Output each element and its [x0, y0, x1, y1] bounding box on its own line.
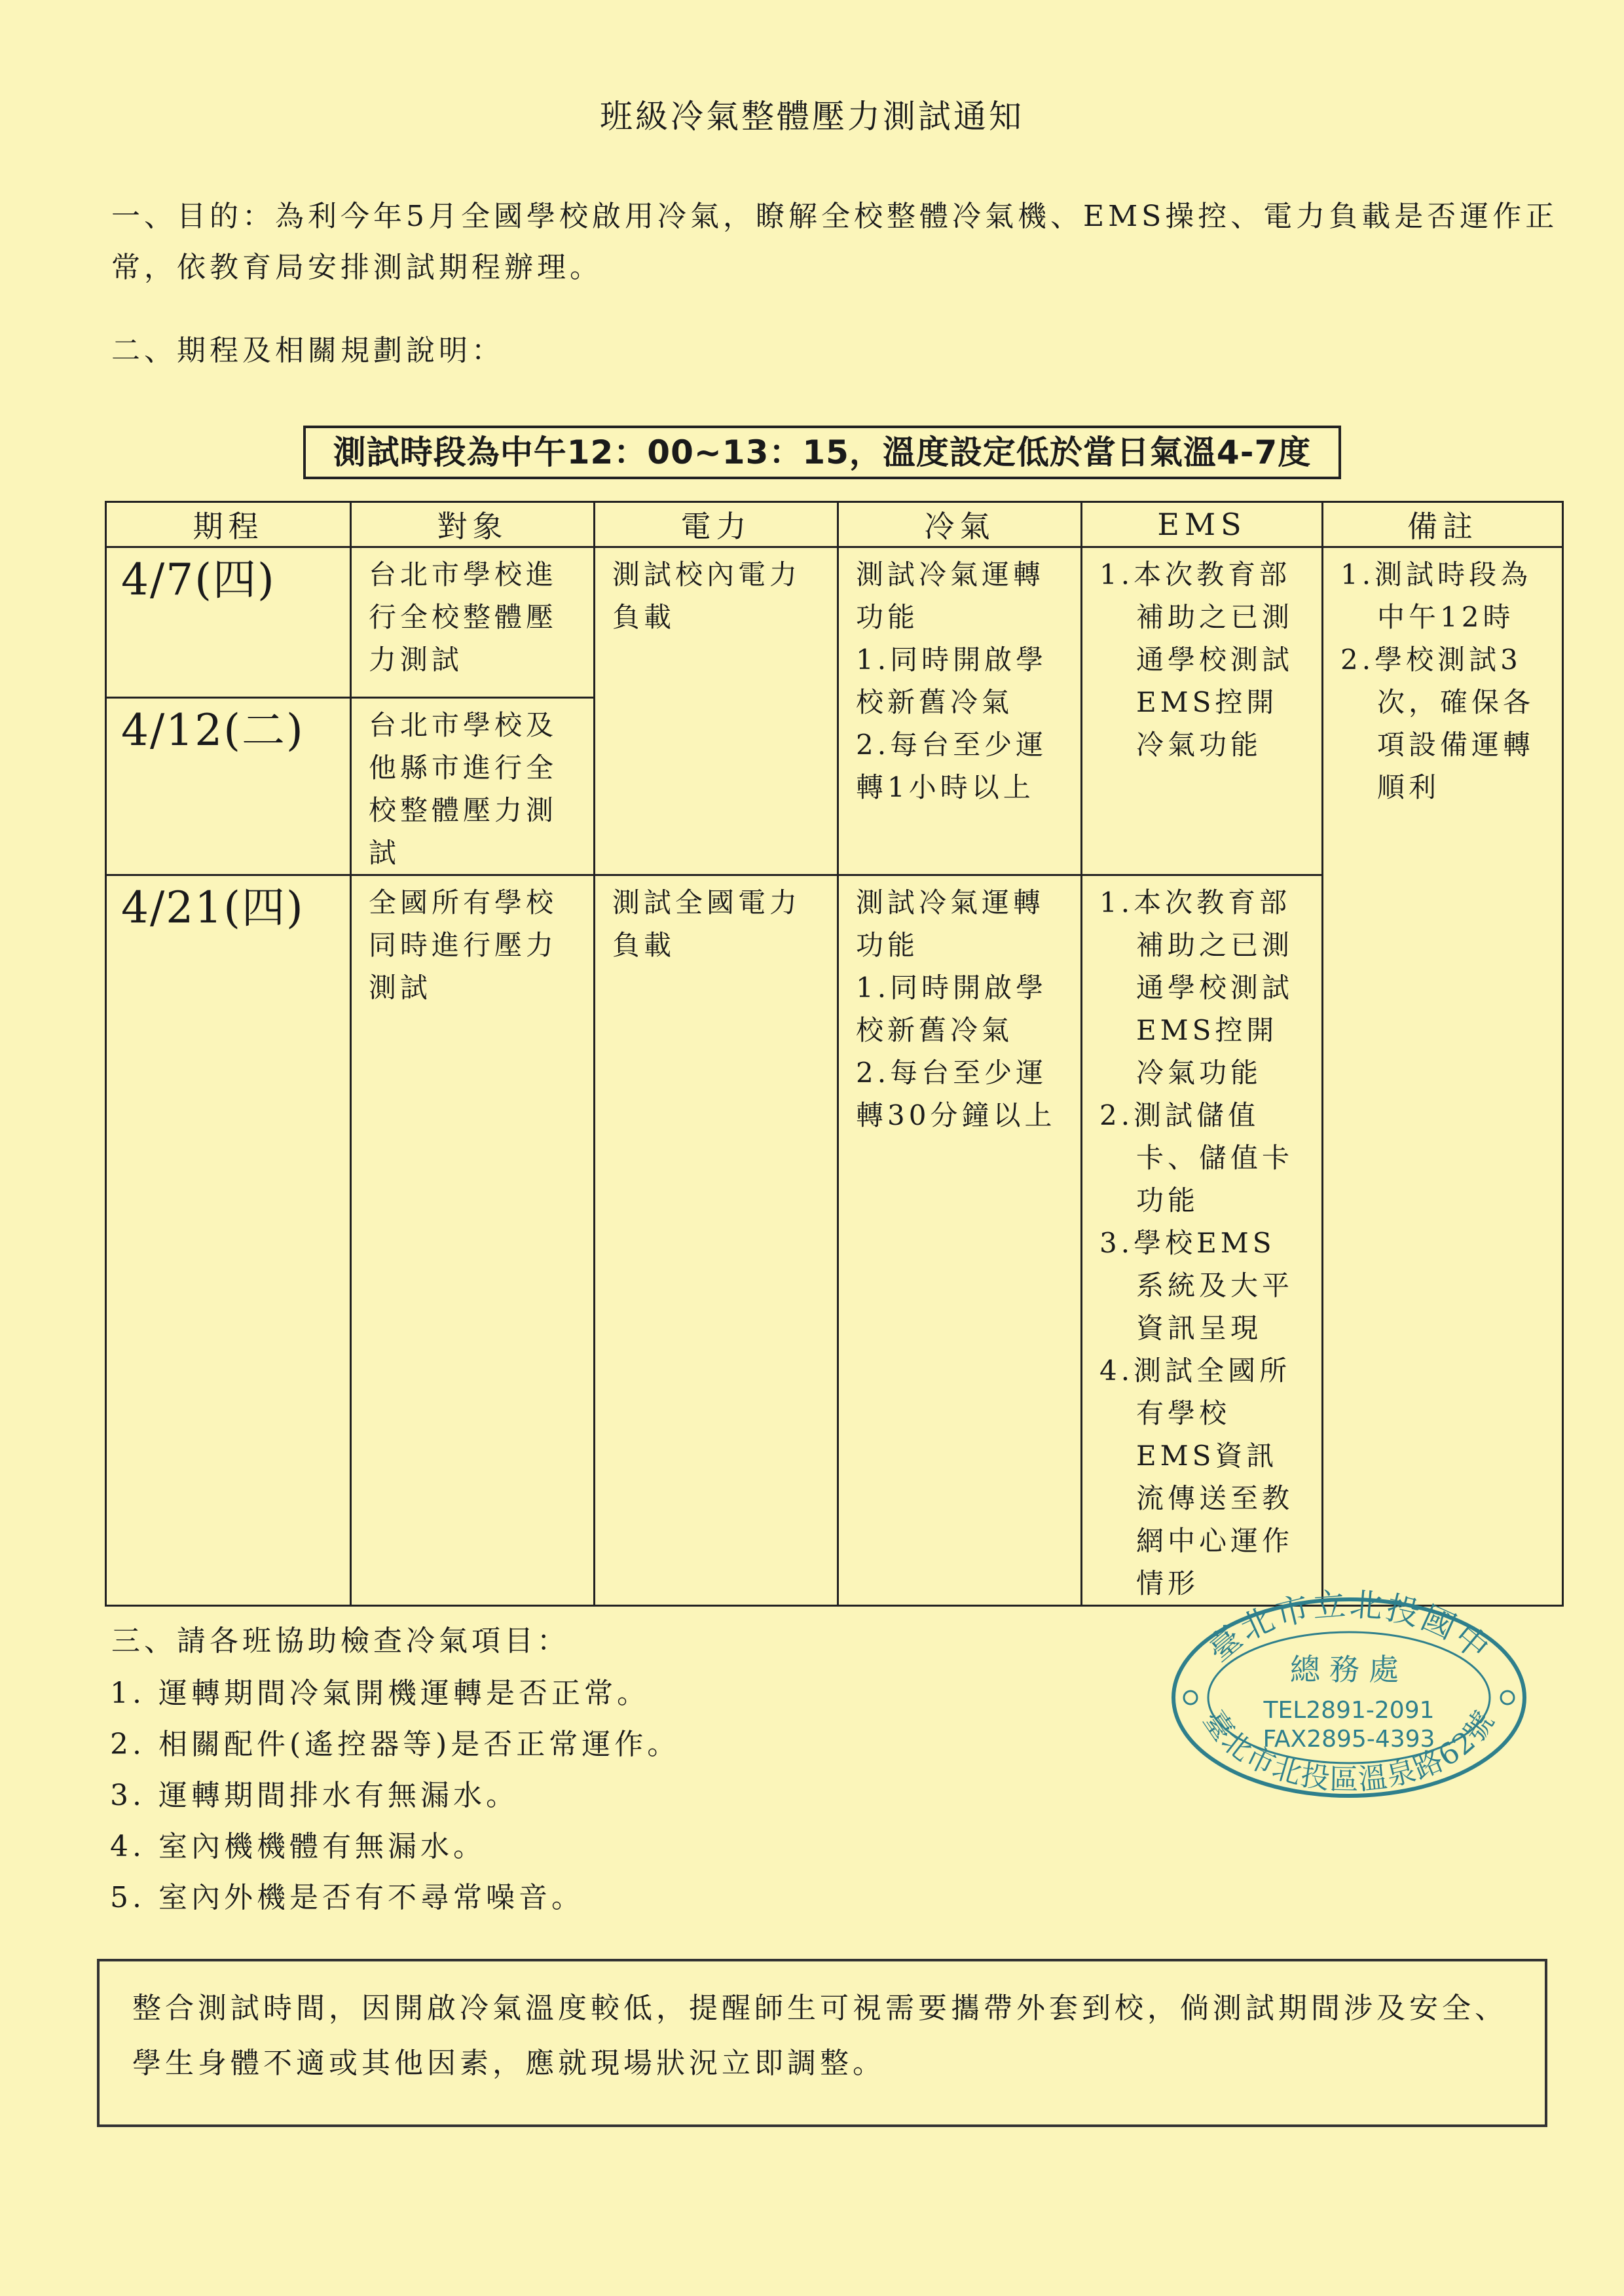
stamp-center-text: 總務處 [1290, 1652, 1408, 1687]
list-item: 1. 運轉期間冷氣開機運轉是否正常。 [110, 1677, 650, 1710]
row1-ac-item: 2.每台至少運轉1小時以上 [856, 729, 1048, 803]
row2-target: 台北市學校及他縣市進行全校整體壓力測試 [369, 709, 558, 869]
row3-ems-item: 4.測試全國所有學校EMS資訊流傳送至教網中心運作情形 [1099, 1355, 1294, 1599]
list-item: 4. 室內機機體有無漏水。 [110, 1830, 486, 1863]
table-header-row [106, 502, 1563, 547]
office-seal-stamp [1159, 1590, 1539, 1806]
row3-ac-item: 2.每台至少運轉30分鐘以上 [856, 1057, 1056, 1131]
notes-item: 1.測試時段為中午12時 [1340, 558, 1532, 633]
stamp-top-text: 臺北市立北投國中 [1200, 1590, 1498, 1669]
row1-power: 測試校內電力負載 [612, 558, 802, 633]
header-power: 電力 [595, 502, 838, 547]
row3-ac [839, 876, 1080, 1137]
list-item: 2. 相關配件(遙控器等)是否正常運作。 [110, 1728, 680, 1761]
section2-heading: 二、期程及相關規劃說明： [111, 334, 504, 367]
header-ac: 冷氣 [838, 502, 1082, 547]
row1-ac [839, 548, 1080, 809]
header-notes: 備註 [1323, 502, 1563, 547]
row3-ems-item: 1.本次教育部補助之已測通學校測試EMS控開冷氣功能 [1099, 886, 1294, 1089]
row3-ems [1082, 876, 1321, 1605]
row3-ems-item: 2.測試儲值卡、儲值卡功能 [1099, 1099, 1294, 1216]
table-row [106, 547, 1563, 698]
notice-line2: 學生身體不適或其他因素，應就現場狀況立即調整。 [132, 2047, 885, 2080]
test-time-banner: 測試時段為中午12：00~13：15，溫度設定低於當日氣溫4-7度 [303, 426, 1341, 479]
row3-ac-title: 測試冷氣運轉功能 [856, 886, 1045, 961]
row2-date: 4/12(二) [121, 705, 304, 756]
section3-heading: 三、請各班協助檢查冷氣項目： [111, 1624, 570, 1658]
row3-power: 測試全國電力負載 [612, 886, 802, 961]
row1-ems [1082, 548, 1321, 766]
notes-item: 2.學校測試3次，確保各項設備運轉順利 [1340, 644, 1535, 803]
page-title: 班級冷氣整體壓力測試通知 [600, 98, 1024, 136]
row3-ems-item: 3.學校EMS系統及大平資訊呈現 [1099, 1227, 1294, 1344]
stamp-fax: FAX2895-4393 [1263, 1726, 1435, 1753]
header-schedule: 期程 [106, 502, 351, 547]
stamp-tel: TEL2891-2091 [1263, 1697, 1435, 1724]
check-items [110, 1668, 680, 1923]
section1-line2: 常，依教育局安排測試期程辦理。 [111, 251, 602, 284]
row1-target: 台北市學校進行全校整體壓力測試 [369, 558, 558, 676]
notice-line1: 整合測試時間，因開啟冷氣溫度較低，提醒師生可視需要攜帶外套到校，倘測試期間涉及安全、 [132, 1992, 1507, 2025]
notice-box [97, 1959, 1547, 2127]
notes [1323, 548, 1562, 809]
section1-line1: 一、目的：為利今年5月全國學校啟用冷氣，瞭解全校整體冷氣機、EMS操控、電力負載是否運作正 [111, 200, 1559, 233]
row1-ac-title: 測試冷氣運轉功能 [856, 558, 1045, 633]
stamp-bottom-text: 臺北市北投區溫泉路62號 [1196, 1704, 1502, 1797]
row3-date: 4/21(四) [121, 883, 304, 933]
row1-ac-item: 1.同時開啟學校新舊冷氣 [856, 644, 1048, 718]
row1-date: 4/7(四) [121, 555, 276, 605]
row3-ac-item: 1.同時開啟學校新舊冷氣 [856, 972, 1048, 1046]
list-item: 3. 運轉期間排水有無漏水。 [110, 1779, 519, 1812]
row3-target: 全國所有學校同時進行壓力測試 [369, 886, 558, 1004]
list-item: 5. 室內外機是否有不尋常噪音。 [110, 1881, 584, 1914]
schedule-table [105, 501, 1564, 1607]
row1-ems-item: 1.本次教育部補助之已測通學校測試EMS控開冷氣功能 [1099, 558, 1294, 761]
header-target: 對象 [351, 502, 595, 547]
header-ems: EMS [1082, 502, 1323, 547]
